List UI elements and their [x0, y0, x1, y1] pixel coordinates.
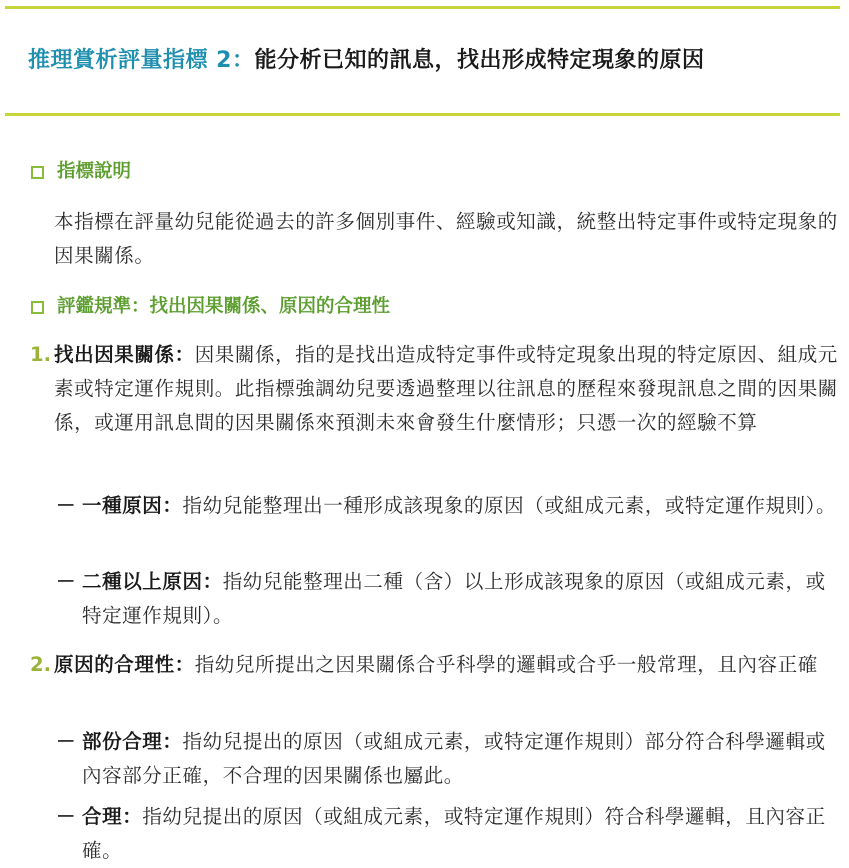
subitem-text: 指幼兒能整理出一種形成該現象的原因（或組成元素，或特定運作規則）。 [182, 494, 837, 517]
item-text: 因果關係，指的是找出造成特定事件或特定現象出現的特定原因、組成元素或特定運作規則。此指標強調幼兒要透過整理以往訊息的歷程來發現訊息之間的因果關係，或運用訊息間的因果關係來預測未來會發生什麼情形；只憑一次的經驗不算 [54, 343, 838, 434]
subitem-partially-reasonable [56, 725, 842, 793]
subitem-text: 指幼兒能整理出二種（含）以上形成該現象的原因（或組成元素，或特定運作規則）。 [82, 570, 826, 627]
header-top-rule [5, 6, 840, 9]
subitem-multiple-causes [56, 565, 842, 633]
section-heading-criteria [31, 293, 390, 321]
item-body [54, 338, 842, 440]
subitem-text: 指幼兒提出的原因（或組成元素，或特定運作規則）部分符合科學邏輯或內容部分正確，不合理的因果關係也屬此。 [82, 730, 826, 787]
subitem-body [82, 489, 842, 523]
dash-bullet: － [56, 730, 76, 753]
section-heading-label: 指標說明 [57, 161, 132, 182]
item-term: 原因的合理性： [54, 653, 195, 676]
page-title-main: 能分析已知的訊息，找出形成特定現象的原因 [254, 48, 705, 73]
subitem-text: 指幼兒提出的原因（或組成元素，或特定運作規則）符合科學邏輯，且內容正確。 [82, 805, 826, 862]
section-heading-label: 評鑑規準：找出因果關係、原因的合理性 [57, 296, 391, 317]
subitem-body [82, 565, 842, 633]
criteria-item-reasonableness [30, 648, 842, 682]
subitem-term: 一種原因： [82, 494, 183, 517]
subitem-one-cause [56, 489, 842, 523]
subitem-term: 二種以上原因： [82, 570, 223, 593]
criteria-item-cause-effect [30, 338, 842, 440]
header-bottom-rule [5, 113, 840, 116]
subitem-term: 部份合理： [82, 730, 183, 753]
subitem-term: 合理： [82, 805, 143, 828]
item-number: 2. [30, 653, 51, 676]
item-number: 1. [30, 343, 51, 366]
item-term: 找出因果關係： [54, 343, 195, 366]
item-text: 指幼兒所提出之因果關係合乎科學的邏輯或合乎一般常理，且內容正確 [194, 653, 818, 676]
square-bullet-icon [31, 166, 44, 179]
section-heading-description [31, 158, 131, 186]
description-paragraph: 本指標在評量幼兒能從過去的許多個別事件、經驗或知識，統整出特定事件或特定現象的因果關係。 [54, 210, 838, 267]
dash-bullet: － [56, 494, 76, 517]
subitem-body [82, 725, 842, 793]
item-body [54, 648, 842, 682]
page-title-lead: 推理賞析評量指標 2： [28, 48, 255, 73]
subitem-body [82, 800, 842, 868]
subitem-reasonable [56, 800, 842, 868]
dash-bullet: － [56, 570, 76, 593]
square-bullet-icon [31, 301, 44, 314]
dash-bullet: － [56, 805, 76, 828]
page-title [28, 45, 704, 77]
